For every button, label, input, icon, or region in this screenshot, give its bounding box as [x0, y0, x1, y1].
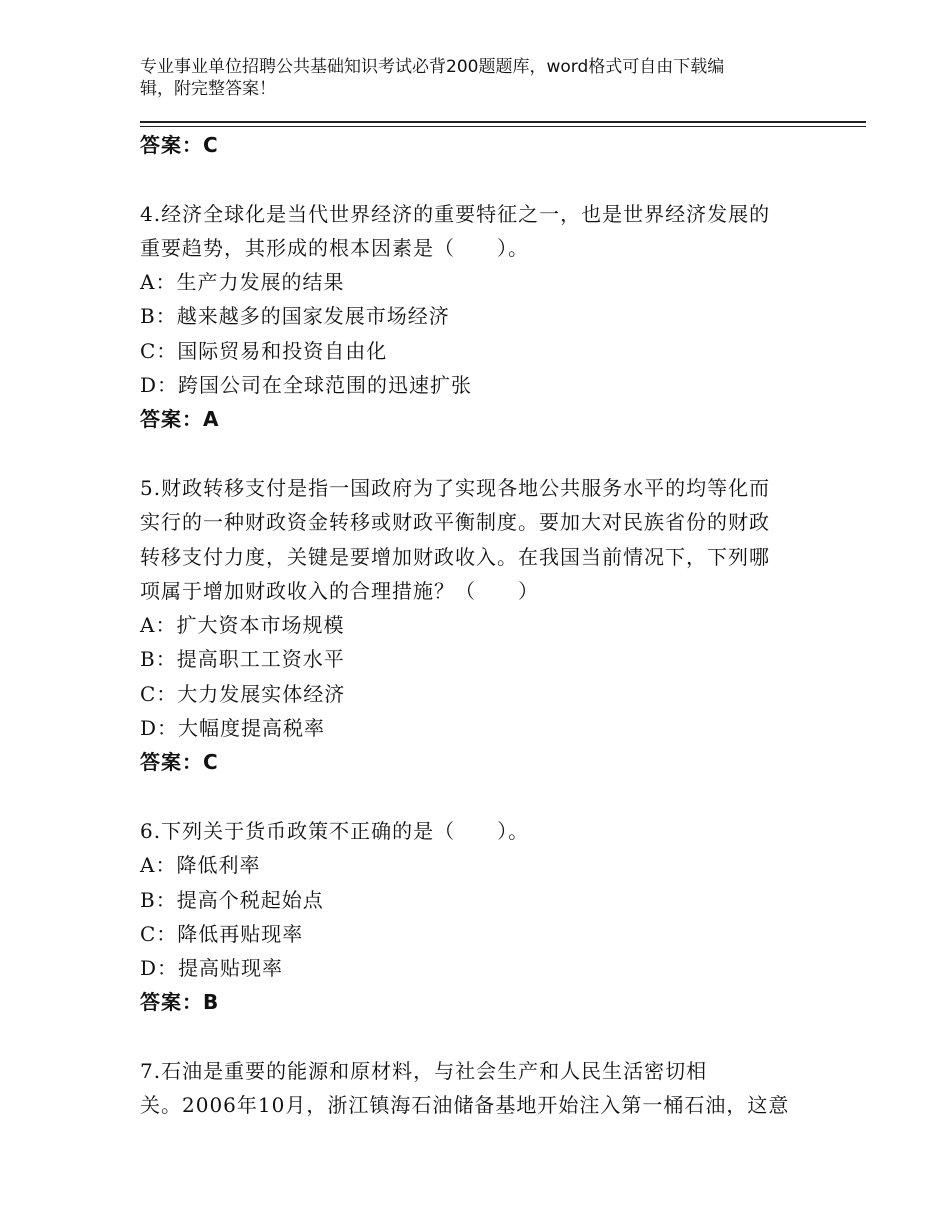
- question-stem: 5.财政转移支付是指一国政府为了实现各地公共服务水平的均等化而: [140, 475, 771, 500]
- question-5: [140, 471, 820, 780]
- spacer: [140, 162, 820, 196]
- answer: 答案：B: [140, 990, 220, 1015]
- question-stem: 6.下列关于货币政策不正确的是（ ）。: [140, 818, 530, 843]
- answer: 答案：A: [140, 407, 220, 432]
- question-stem: 项属于增加财政收入的合理措施？（ ）: [140, 578, 539, 603]
- page-header: [140, 56, 800, 100]
- option-c: C：大力发展实体经济: [140, 681, 346, 706]
- option-a: A：生产力发展的结果: [140, 270, 345, 295]
- answer: 答案：C: [140, 750, 219, 775]
- question-stem: 实行的一种财政资金转移或财政平衡制度。要加大对民族省份的财政: [140, 510, 770, 535]
- option-c: C：降低再贴现率: [140, 921, 304, 946]
- question-7: [140, 1054, 820, 1123]
- header-rule-thin: [140, 126, 866, 127]
- option-d: D：大幅度提高税率: [140, 716, 326, 741]
- question-stem: 关。2006年10月，浙江镇海石油储备基地开始注入第一桶石油，这意: [140, 1093, 790, 1118]
- spacer: [140, 780, 820, 814]
- option-b: B：越来越多的国家发展市场经济: [140, 304, 450, 329]
- header-rule-thick: [140, 121, 866, 123]
- option-a: A：降低利率: [140, 853, 261, 878]
- header-line-2: 辑，附完整答案！: [140, 79, 276, 99]
- question-stem: 重要趋势，其形成的根本因素是（ ）。: [140, 235, 529, 260]
- option-b: B：提高个税起始点: [140, 887, 324, 912]
- question-stem: 转移支付力度，关键是要增加财政收入。在我国当前情况下，下列哪: [140, 544, 770, 569]
- option-d: D：跨国公司在全球范围的迅速扩张: [140, 373, 473, 398]
- question-6: [140, 814, 820, 1020]
- option-c: C：国际贸易和投资自由化: [140, 338, 388, 363]
- question-stem: 7.石油是重要的能源和原材料，与社会生产和人民生活密切相: [140, 1059, 708, 1084]
- option-d: D：提高贴现率: [140, 956, 284, 981]
- answer-previous: 答案：C: [140, 133, 219, 157]
- question-stem: 4.经济全球化是当代世界经济的重要特征之一，也是世界经济发展的: [140, 201, 771, 226]
- question-4: [140, 197, 820, 437]
- spacer: [140, 1020, 820, 1054]
- header-line-1: 专业事业单位招聘公共基础知识考试必背200题题库，word格式可自由下载编: [140, 57, 725, 77]
- spacer: [140, 437, 820, 471]
- document-body: [140, 128, 820, 1123]
- option-a: A：扩大资本市场规模: [140, 613, 345, 638]
- option-b: B：提高职工工资水平: [140, 647, 345, 672]
